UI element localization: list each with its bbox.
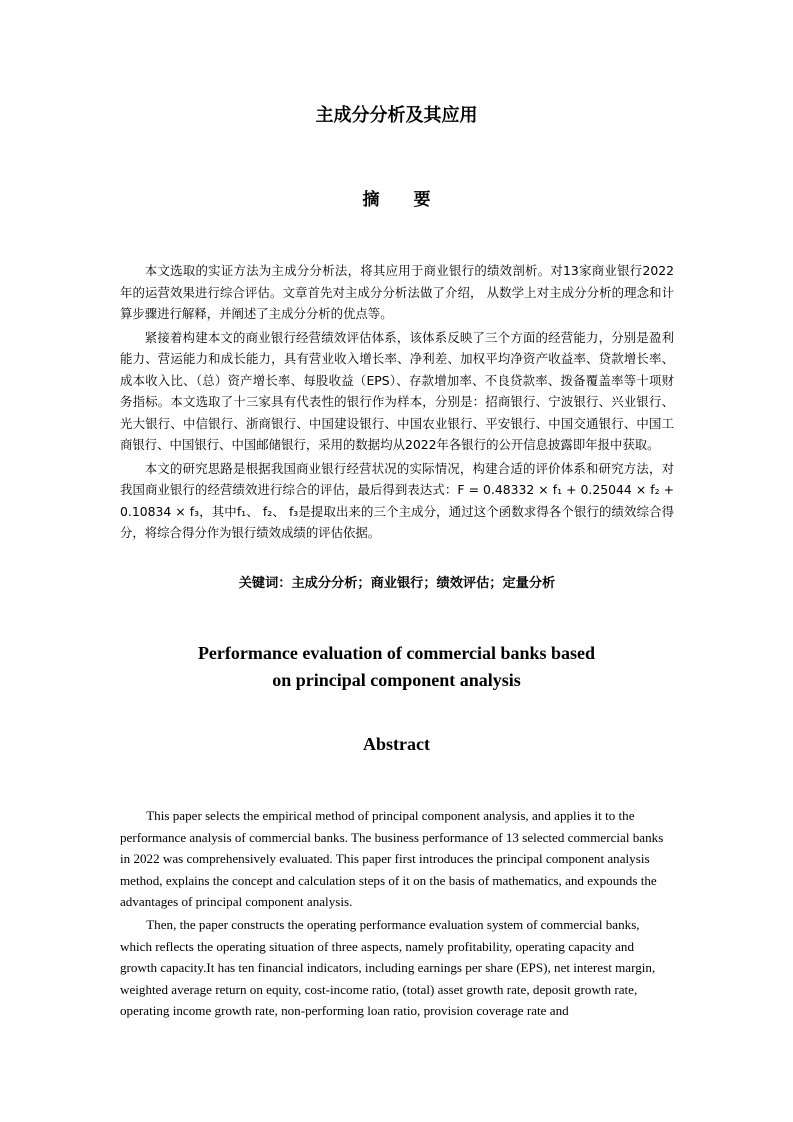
formula-intro-text: 本文的研究思路是根据我国商业银行经营状况的实际情况，构建合适的评价体系和研究方法，对我国商业银行的经营绩效进行综合的评估，最后得到表达式： — [120, 460, 674, 497]
chinese-abstract-paragraph-1: 本文选取的实证方法为主成分分析法，将其应用于商业银行的绩效剖析。对13家商业银行2022年的运营效果进行综合评估。文章首先对主成分分析法做了介绍， 从数学上对主成分分析的理念和计算步骤进行解释，并阐述了主成分分析的优点等。 — [120, 263, 674, 321]
english-title-line-2: on principal component analysis — [272, 670, 521, 690]
english-title-line-1: Performance evaluation of commercial banks based — [197, 643, 596, 663]
english-abstract-paragraph-2: Then, the paper constructs the operating performance evaluation system of commercial banks, which reflects the operating situation of three aspects, namely profitability, operating capacity and growth capacity.It has ten financial indicators, including earnings per share (EPS), net interest margin, weighted average return on equity, cost-income ratio, (total) asset growth rate, deposit growth rate, operating income growth rate, non-performing loan ratio, provision coverage rate and — [120, 916, 656, 1019]
english-abstract-body — [120, 805, 673, 1023]
english-title — [110, 640, 683, 694]
english-abstract-heading: Abstract — [363, 734, 430, 754]
score-formula: F = 0.48332 × f₁ + 0.25044 × f₂ + 0.10834 × f₃ — [120, 482, 674, 519]
chinese-keywords: 关键词：主成分分析；商业银行；绩效评估；定量分析 — [238, 576, 556, 591]
chinese-title: 主成分分析及其应用 — [315, 105, 478, 126]
chinese-abstract-paragraph-3 — [120, 458, 674, 544]
formula-outro-text: ，其中f₁、 f₂、 f₃是提取出来的三个主成分，通过这个函数求得各个银行的绩效综合得分，将综合得分作为银行绩效成绩的评估依据。 — [120, 503, 675, 540]
chinese-abstract-heading: 摘 要 — [362, 190, 445, 210]
english-abstract-paragraph-1: This paper selects the empirical method of principal component analysis, and applies it to the performance analysis of commercial banks. The business performance of 13 selected commercial banks in 2022 was comprehensively evaluated. This paper first introduces the principal component analysis method, explains the concept and calculation steps of it on the basis of mathematics, and expounds the advantages of principal component analysis. — [120, 808, 664, 910]
chinese-abstract-body — [120, 260, 674, 544]
chinese-abstract-paragraph-2: 紧接着构建本文的商业银行经营绩效评估体系，该体系反映了三个方面的经营能力，分别是盈利能力、营运能力和成长能力，具有营业收入增长率、净利差、加权平均净资产收益率、贷款增长率、成本收入比、（总）资产增长率、每股收益（EPS）、存款增加率、不良贷款率、拨备覆盖率等十项财务指标。本文选取了十三家具有代表性的银行作为样本，分别是：招商银行、宁波银行、兴业银行、光大银行、中信银行、浙商银行、中国建设银行、中国农业银行、平安银行、中国交通银行、中国工商银行、中国银行、中国邮储银行，采用的数据均从2022年各银行的公开信息披露即年报中获取。 — [120, 329, 674, 452]
